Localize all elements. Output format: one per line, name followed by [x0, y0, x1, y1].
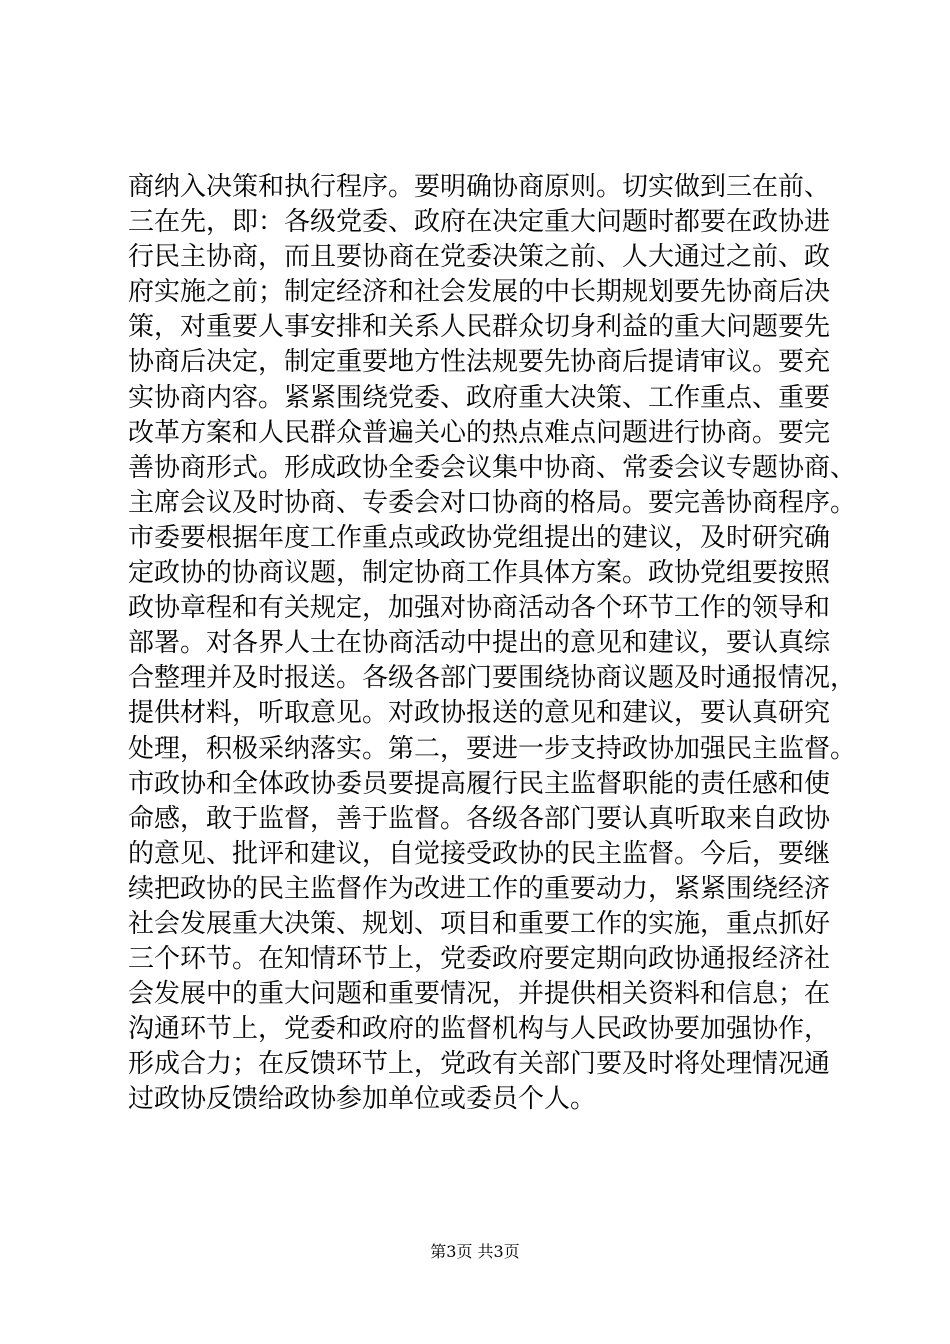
text-line: 命感，敢于监督，善于监督。各级各部门要认真听取来自政协: [128, 803, 831, 834]
text-line: 定政协的协商议题，制定协商工作具体方案。政协党组要按照: [128, 558, 831, 589]
text-line: 处理，积极采纳落实。第二，要进一步支持政协加强民主监督。: [128, 733, 857, 764]
text-line: 形成合力；在反馈环节上，党政有关部门要及时将处理情况通: [128, 1049, 831, 1080]
text-line: 社会发展重大决策、规划、项目和重要工作的实施，重点抓好: [128, 908, 831, 939]
text-line: 市委要根据年度工作重点或政协党组提出的建议，及时研究确: [128, 522, 831, 553]
body-paragraph: [128, 170, 857, 1118]
text-line: 府实施之前；制定经济和社会发展的中长期规划要先协商后决: [128, 277, 831, 308]
text-line: 的意见、批评和建议，自觉接受政协的民主监督。今后，要继: [128, 838, 831, 869]
text-line: 商纳入决策和执行程序。要明确协商原则。切实做到三在前、: [128, 172, 831, 202]
text-line: 行民主协商，而且要协商在党委决策之前、人大通过之前、政: [128, 242, 831, 273]
text-line: 主席会议及时协商、专委会对口协商的格局。要完善协商程序。: [128, 487, 857, 518]
text-line: 三在先，即：各级党委、政府在决定重大问题时都要在政协进: [128, 207, 831, 238]
text-line: 部署。对各界人士在协商活动中提出的意见和建议，要认真综: [128, 628, 831, 659]
text-line: 过政协反馈给政协参加单位或委员个人。: [128, 1084, 597, 1115]
text-line: 实协商内容。紧紧围绕党委、政府重大决策、工作重点、重要: [128, 382, 831, 413]
text-line: 续把政协的民主监督作为改进工作的重要动力，紧紧围绕经济: [128, 873, 831, 904]
text-line: 善协商形式。形成政协全委会议集中协商、常委会议专题协商、: [128, 452, 857, 483]
text-line: 三个环节。在知情环节上，党委政府要定期向政协通报经济社: [128, 944, 831, 975]
text-line: 政协章程和有关规定，加强对协商活动各个环节工作的领导和: [128, 593, 831, 624]
text-line: 会发展中的重大问题和重要情况，并提供相关资料和信息；在: [128, 979, 831, 1010]
text-line: 沟通环节上，党委和政府的监督机构与人民政协要加强协作，: [128, 1014, 831, 1045]
text-line: 策，对重要人事安排和关系人民群众切身利益的重大问题要先: [128, 312, 831, 343]
text-line: 改革方案和人民群众普遍关心的热点难点问题进行协商。要完: [128, 417, 831, 448]
page-footer: [0, 1242, 950, 1262]
text-line: 提供材料，听取意见。对政协报送的意见和建议，要认真研究: [128, 698, 831, 729]
page-number-label: 第3页 共3页: [430, 1242, 520, 1261]
text-line: 市政协和全体政协委员要提高履行民主监督职能的责任感和使: [128, 768, 831, 799]
text-line: 合整理并及时报送。各级各部门要围绕协商议题及时通报情况，: [128, 663, 857, 694]
text-line: 协商后决定，制定重要地方性法规要先协商后提请审议。要充: [128, 347, 831, 378]
